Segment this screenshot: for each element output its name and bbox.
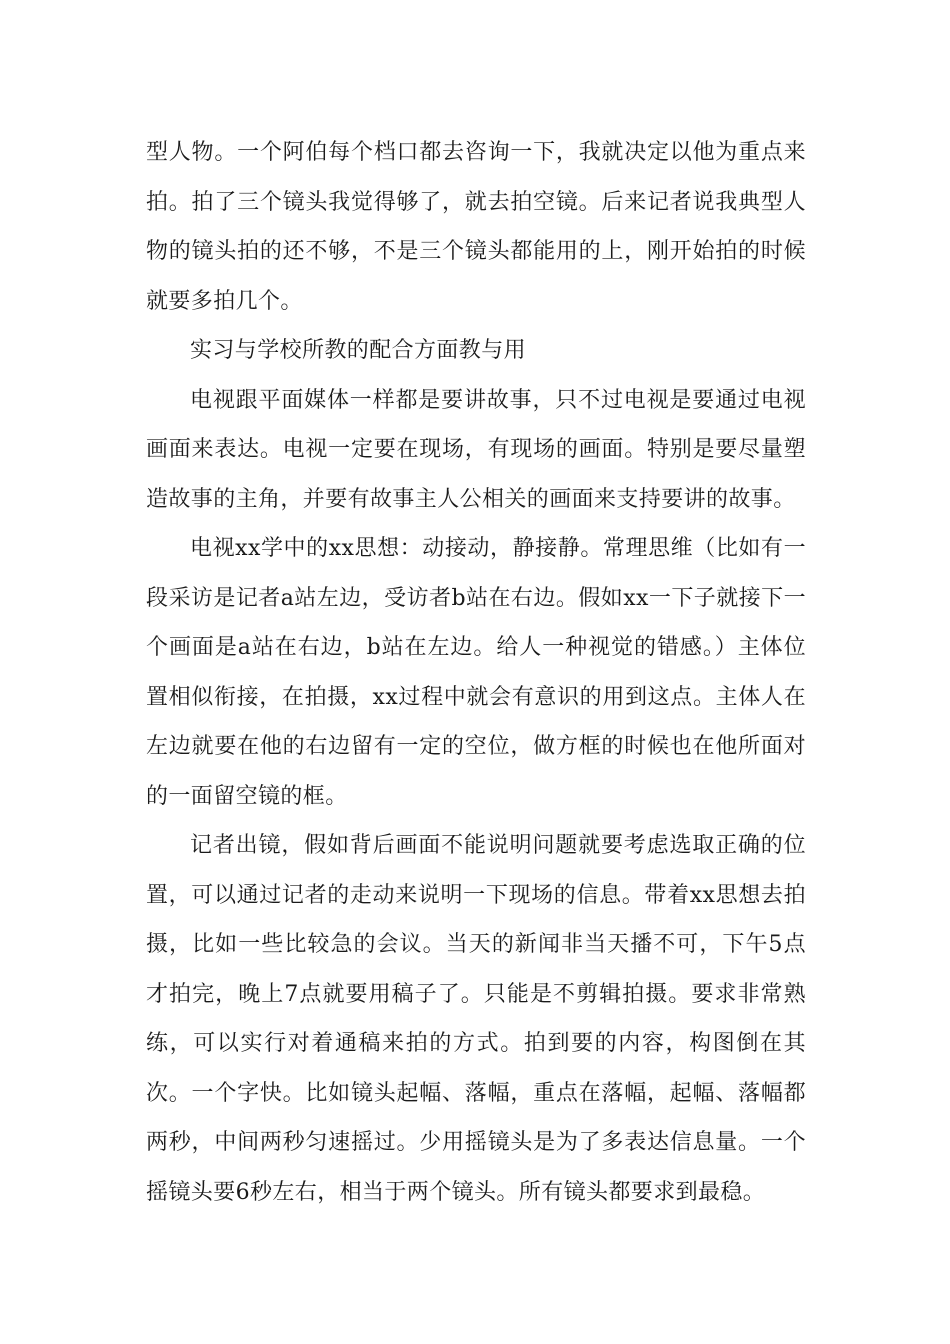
paragraph-continuation: 型人物。一个阿伯每个档口都去咨询一下，我就决定以他为重点来拍。拍了三个镜头我觉得够了，就去拍空镜。后来记者说我典型人物的镜头拍的还不够，不是三个镜头都能用的上，刚开始拍的时候就要多拍几个。 bbox=[146, 140, 806, 314]
paragraph-tv-storytelling: 电视跟平面媒体一样都是要讲故事，只不过电视是要通过电视画面来表达。电视一定要在现场，有现场的画面。特别是要尽量塑造故事的主角，并要有故事主人公相关的画面来支持要讲的故事。 bbox=[146, 387, 806, 512]
section-heading: 实习与学校所教的配合方面教与用 bbox=[190, 338, 527, 363]
document-body bbox=[146, 128, 806, 1217]
paragraph-reporter-on-camera: 记者出镜，假如背后画面不能说明问题就要考虑选取正确的位置，可以通过记者的走动来说明一下现场的信息。带着xx思想去拍摄，比如一些比较急的会议。当天的新闻非当天播不可，下午5点才拍完，晚上7点就要用稿子了。只能是不剪辑拍摄。要求非常熟练，可以实行对着通稿来拍的方式。拍到要的内容，构图倒在其次。一个字快。比如镜头起幅、落幅，重点在落幅，起幅、落幅都两秒，中间两秒匀速摇过。少用摇镜头是为了多表达信息量。一个摇镜头要6秒左右，相当于两个镜头。所有镜头都要求到最稳。 bbox=[146, 833, 806, 1205]
paragraph-editing-thinking: 电视xx学中的xx思想：动接动，静接静。常理思维（比如有一段采访是记者a站左边，受访者b站在右边。假如xx一下子就接下一个画面是a站在右边，b站在左边。给人一种视觉的错感。）主体位置相似衔接，在拍摄，xx过程中就会有意识的用到这点。主体人在左边就要在他的右边留有一定的空位，做方框的时候也在他所面对的一面留空镜的框。 bbox=[146, 536, 806, 809]
